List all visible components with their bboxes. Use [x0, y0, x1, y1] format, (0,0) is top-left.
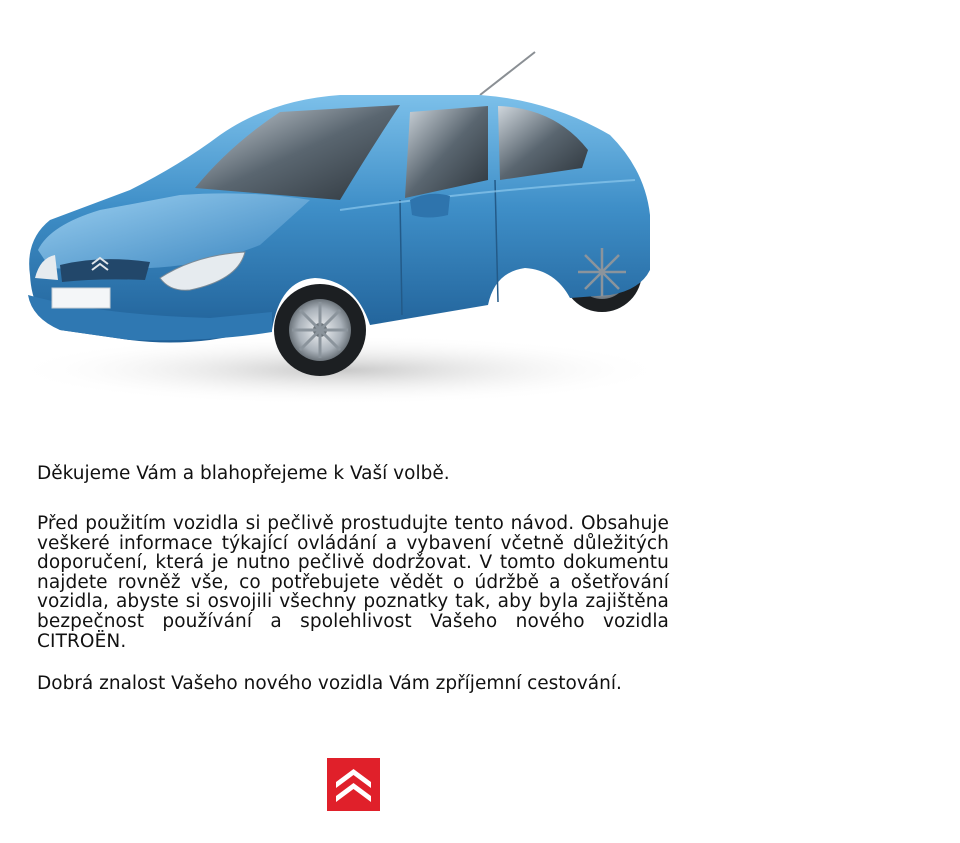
citroen-logo-icon	[327, 758, 380, 811]
closing-text: Dobrá znalost Vašeho nového vozidla Vám zpříjemní cestování.	[37, 673, 622, 694]
car-image	[10, 40, 690, 420]
body-paragraph: Před použitím vozidla si pečlivě prostudujte tento návod. Obsahuje veškeré informace týkající ovládání a vybavení včetně důležitých doporučení, která je nutno pečlivě dodržovat. V tomto dokumentu najdete rovněž vše, co potřebujete vědět o údržbě a ošetřování vozidla, abyste si osvojili všechny poznatky tak, aby byla zajištěna bezpečnost používání a spolehlivost Vašeho nového vozidla CITROËN.	[37, 513, 669, 652]
intro-text: Děkujeme Vám a blahopřejeme k Vaší volbě.	[37, 463, 450, 484]
